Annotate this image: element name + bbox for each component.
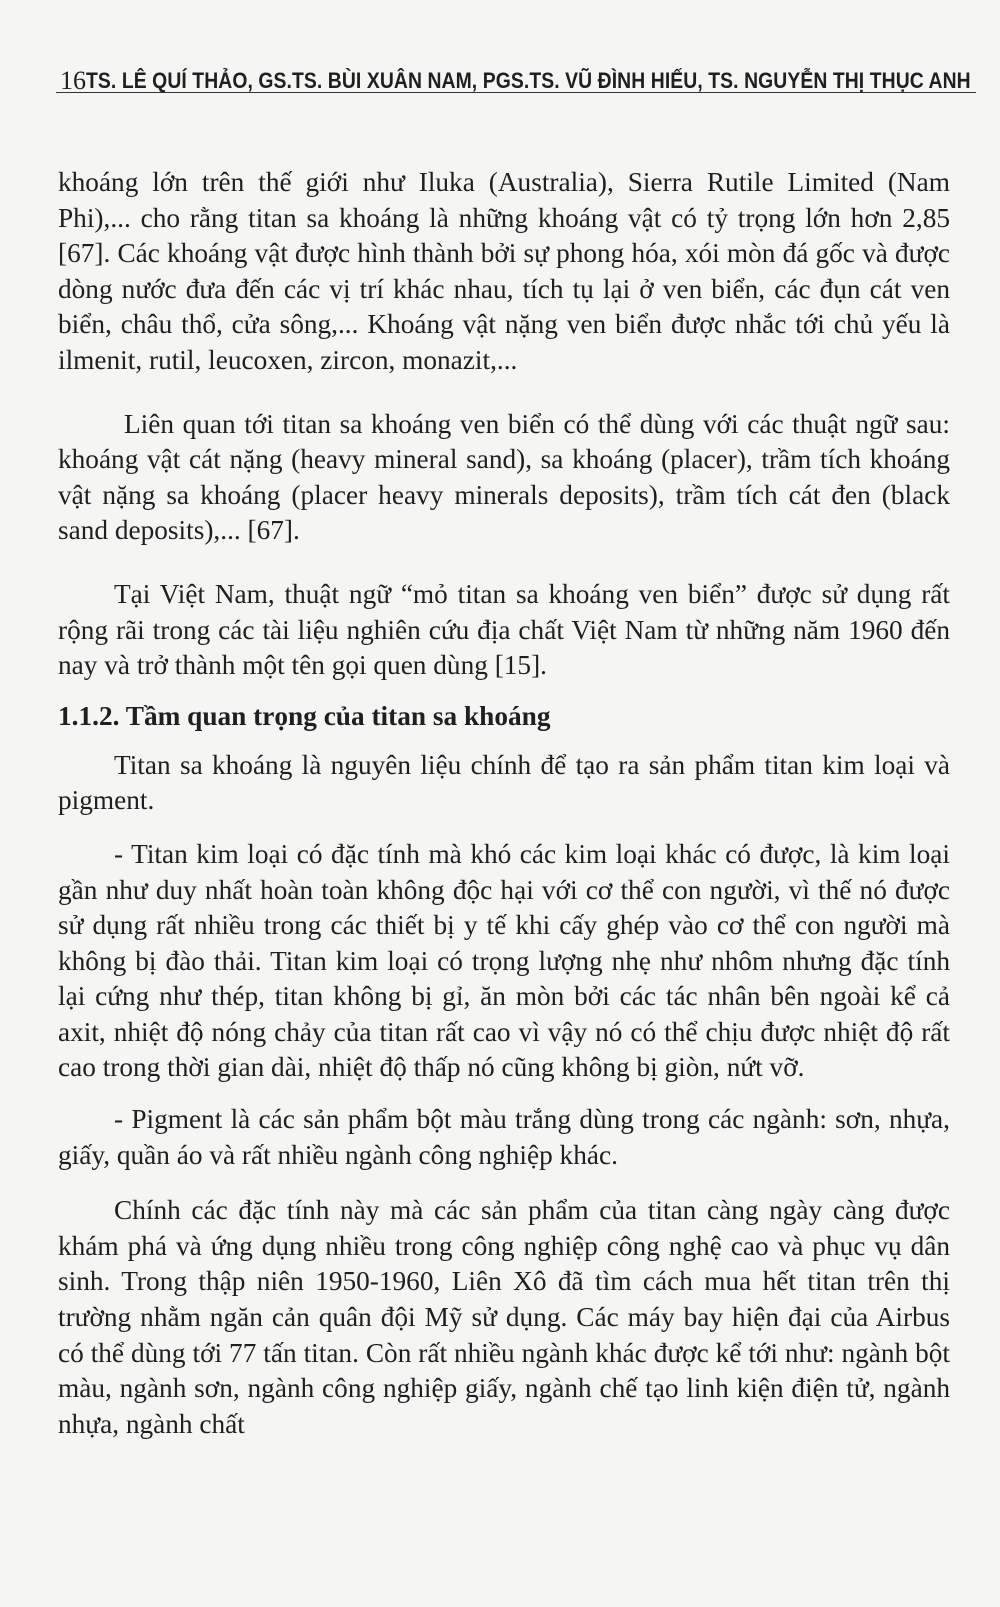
running-head-authors: TS. LÊ QUÍ THẢO, GS.TS. BÙI XUÂN NAM, PGS.TS. VŨ ĐÌNH HIẾU, TS. NGUYỄN THỊ THỤC ANH [86,68,971,93]
header-rule [56,92,976,93]
paragraph-1: khoáng lớn trên thế giới như Iluka (Australia), Sierra Rutile Limited (Nam Phi),... cho rằng titan sa khoáng là những khoáng vật có tỷ trọng lớn hơn 2,85 [67]. Các khoáng vật được hình thành bởi sự phong hóa, xói mòn đá gốc và được dòng nước đưa đến các vị trí khác nhau, tích tụ lại ở ven biển, các đụn cát ven biển, châu thổ, cửa sông,... Khoáng vật nặng ven biển được nhắc tới chủ yếu là ilmenit, rutil, leucoxen, zircon, monazit,... [58,167,950,375]
paragraph-5: - Titan kim loại có đặc tính mà khó các kim loại khác có được, là kim loại gần như duy nhất hoàn toàn không độc hại với cơ thể con người, vì thế nó được sử dụng rất nhiều trong các thiết bị y tế khi cấy ghép vào cơ thể con người mà không bị đào thải. Titan kim loại có trọng lượng nhẹ như nhôm nhưng đặc tính lại cứng như thép, titan không bị gỉ, ăn mòn bởi các tác nhân bên ngoài kể cả axit, nhiệt độ nóng chảy của titan rất cao vì vậy nó có thể chịu được nhiệt độ rất cao trong thời gian dài, nhiệt độ thấp nó cũng không bị giòn, nứt vỡ. [58,838,950,1083]
paragraph-4: Titan sa khoáng là nguyên liệu chính để tạo ra sản phẩm titan kim loại và pigment. [58,749,950,816]
paragraph-2: Liên quan tới titan sa khoáng ven biển có thể dùng với các thuật ngữ sau: khoáng vật cát nặng (heavy mineral sand), sa khoáng (placer), trầm tích khoáng vật nặng sa khoáng (placer heavy minerals deposits), trầm tích cát đen (black sand deposits),... [67]. [58,408,950,546]
body-text [58,165,950,1442]
page-number: 16 [60,66,86,95]
paragraph-7: Chính các đặc tính này mà các sản phẩm của titan càng ngày càng được khám phá và ứng dụng nhiều trong công nghiệp công nghệ cao và phục vụ dân sinh. Trong thập niên 1950-1960, Liên Xô đã tìm cách mua hết titan trên thị trường nhằm ngăn cản quân đội Mỹ sử dụng. Các máy bay hiện đại của Airbus có thể dùng tới 77 tấn titan. Còn rất nhiều ngành khác được kể tới như: ngành bột màu, ngành sơn, ngành công nghiệp giấy, ngành chế tạo linh kiện điện tử, ngành nhựa, ngành chất [58,1195,950,1439]
page-header [60,50,978,96]
paragraph-6: - Pigment là các sản phẩm bột màu trắng dùng trong các ngành: sơn, nhựa, giấy, quần áo và rất nhiều ngành công nghiệp khác. [58,1104,950,1170]
section-heading: 1.1.2. Tầm quan trọng của titan sa khoáng [58,700,551,731]
paragraph-3: Tại Việt Nam, thuật ngữ “mỏ titan sa khoáng ven biển” được sử dụng rất rộng rãi trong các tài liệu nghiên cứu địa chất Việt Nam từ những năm 1960 đến nay và trở thành một tên gọi quen dùng [15]. [58,578,950,681]
